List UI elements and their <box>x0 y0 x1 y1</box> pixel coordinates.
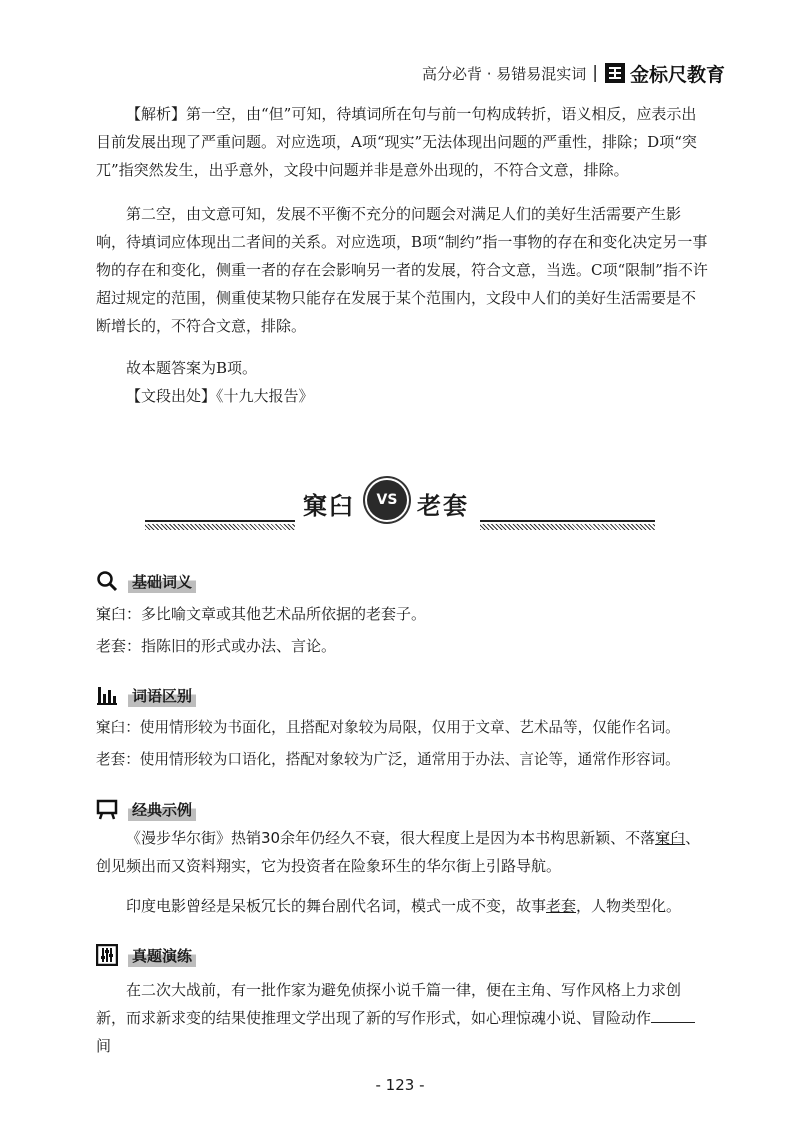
title-word-right: 老套 <box>417 491 469 520</box>
title-hatch-left <box>145 524 295 530</box>
header-subtitle: 高分必背 · 易错易混实词 <box>421 64 587 83</box>
section-basic-label: 基础词义 <box>128 570 196 593</box>
example-1-after: 、创见频出而又资料翔实，它为投资者在险象环生的华尔街上引路导航。 <box>96 829 701 875</box>
section-practice-heading <box>96 942 196 968</box>
header-separator: | <box>592 63 598 83</box>
brand-name: 金标尺教育 <box>629 63 725 86</box>
section-diff-label: 词语区别 <box>128 684 196 707</box>
analysis-label: 【解析】 <box>126 105 187 123</box>
magnifier-icon <box>96 570 118 592</box>
basic-line-1: 窠臼：多比喻文章或其他艺术品所依据的老套子。 <box>96 605 427 623</box>
example-1-before: 《漫步华尔街》热销30余年仍经久不衰，很大程度上是因为本书构思新颖、不落 <box>126 829 656 847</box>
title-rule-right <box>480 520 655 522</box>
practice-text-after: 间 <box>96 1037 112 1055</box>
section-basic-heading <box>96 568 196 594</box>
analysis-paragraph-1 <box>96 100 708 184</box>
section-example-heading <box>96 796 196 822</box>
sliders-icon <box>96 944 118 966</box>
diff-line-2: 老套：使用情形较为口语化，搭配对象较为广泛，通常用于办法、言论等，通常作形容词。 <box>96 751 680 768</box>
section-diff-heading <box>96 682 196 708</box>
answer-blank <box>651 1008 695 1023</box>
practice-text-before: 在二次大战前，有一批作家为避免侦探小说千篇一律，便在主角、写作风格上力求创新，而求新求变的结果使推理文学出现了新的写作形式，如心理惊魂小说、冒险动作 <box>96 981 682 1027</box>
diff-line-1: 窠臼：使用情形较为书面化，且搭配对象较为局限，仅用于文章、艺术品等，仅能作名词。 <box>96 719 680 736</box>
basic-line-2: 老套：指陈旧的形式或办法、言论。 <box>96 637 337 655</box>
brand-logo-icon <box>604 62 626 84</box>
bar-chart-icon <box>96 684 118 706</box>
example-2-keyword: 老套 <box>546 897 577 915</box>
comparison-title <box>145 480 655 526</box>
title-word-left: 窠臼 <box>303 491 355 520</box>
title-hatch-right <box>480 524 655 530</box>
analysis-paragraph-2: 第二空，由文意可知，发展不平衡不充分的问题会对满足人们的美好生活需要产生影响，待填词应体现出二者间的关系。对应选项，B项“制约”指一事物的存在和变化决定另一事物的存在和变化，侧重一者的存在会影响另一者的发展，符合文意，当选。C项“限制”指不许超过规定的范围，侧重使某物只能存在发展于某个范围内，文段中人们的美好生活需要是不断增长的，不符合文意，排除。 <box>96 205 708 335</box>
section-example-label: 经典示例 <box>128 798 196 821</box>
example-2 <box>96 892 708 920</box>
example-1 <box>96 824 708 880</box>
page-number: - 123 - <box>375 1076 425 1094</box>
title-rule-left <box>145 520 295 522</box>
example-2-after: ，人物类型化。 <box>576 897 682 915</box>
easel-icon <box>96 798 118 820</box>
analysis-text-1: 第一空，由“但”可知，待填词所在句与前一句构成转折，语义相反，应表示出目前发展出现了严重问题。对应选项，A项“现实”无法体现出问题的严重性，排除；D项“突兀”指突然发生，出乎意外，文段中问题并非是意外出现的，不符合文意，排除。 <box>96 105 697 179</box>
practice-text <box>96 976 708 1060</box>
section-practice-label: 真题演练 <box>128 944 196 967</box>
page-header <box>395 60 725 86</box>
source-line: 【文段出处】《十九大报告》 <box>126 387 314 405</box>
brand <box>604 60 725 87</box>
answer-line: 故本题答案为B项。 <box>126 359 258 377</box>
vs-badge: VS <box>367 480 407 520</box>
example-2-before: 印度电影曾经是呆板冗长的舞台剧代名词，模式一成不变，故事 <box>126 897 547 915</box>
example-1-keyword: 窠臼 <box>655 829 686 847</box>
